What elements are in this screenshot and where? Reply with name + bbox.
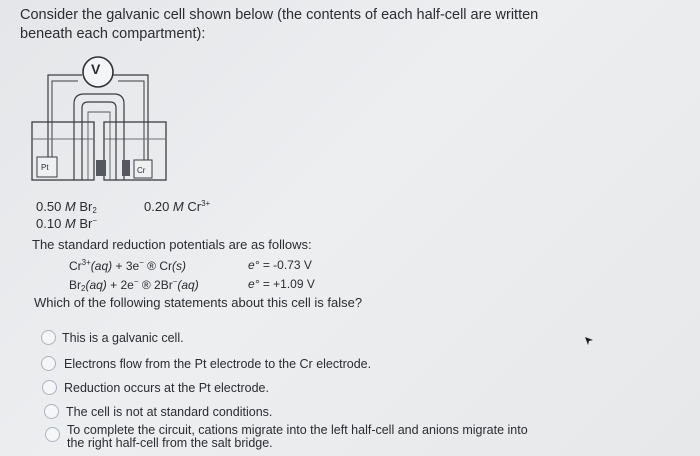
left-contents-line2: 0.10 M Br− bbox=[36, 216, 98, 231]
cursor-icon bbox=[584, 336, 594, 346]
option-radio-1[interactable] bbox=[41, 330, 56, 345]
option-label-5[interactable]: To complete the circuit, cations migrate into the left half-cell and anions migrate into the right half-cell from the salt bridge. bbox=[67, 423, 528, 450]
option-label-3[interactable]: Reduction occurs at the Pt electrode. bbox=[64, 381, 269, 395]
pt-electrode-label: Pt bbox=[41, 163, 49, 172]
right-wire bbox=[113, 75, 148, 167]
option-label-2[interactable]: Electrons flow from the Pt electrode to the Cr electrode. bbox=[64, 357, 372, 371]
left-contents-line1: 0.50 M $Br_2$ bbox=[36, 199, 97, 215]
potentials-intro: The standard reduction potentials are as follows: bbox=[32, 237, 312, 252]
cr-electrode-label: Cr bbox=[137, 166, 146, 175]
option-radio-3[interactable] bbox=[42, 380, 57, 395]
option-radio-2[interactable] bbox=[41, 356, 56, 371]
half-reaction-br: $Br_2(aq) + 2e^-$ ® 2Br−(aq) bbox=[69, 277, 199, 293]
option-label-4[interactable]: The cell is not at standard conditions. bbox=[66, 405, 273, 419]
right-contents: 0.20 M $Cr^{3+}$ bbox=[144, 199, 211, 214]
potential-cr: e° = -0.73 V bbox=[248, 258, 312, 272]
question-prompt: Consider the galvanic cell shown below (the contents of each half-cell are written beneath each compartment): bbox=[20, 7, 539, 42]
question-ask: Which of the following statements about this cell is false? bbox=[34, 295, 363, 310]
voltmeter-label: V bbox=[91, 61, 101, 77]
left-wire bbox=[48, 75, 82, 167]
option-label-1[interactable]: This is a galvanic cell. bbox=[62, 331, 184, 345]
option-radio-4[interactable] bbox=[44, 404, 59, 419]
half-reaction-cr: $Cr^{3+}(aq) + 3e^-$ ® Cr(s) bbox=[69, 258, 187, 273]
potential-br: e° = +1.09 V bbox=[248, 277, 315, 291]
option-radio-5[interactable] bbox=[45, 427, 60, 442]
